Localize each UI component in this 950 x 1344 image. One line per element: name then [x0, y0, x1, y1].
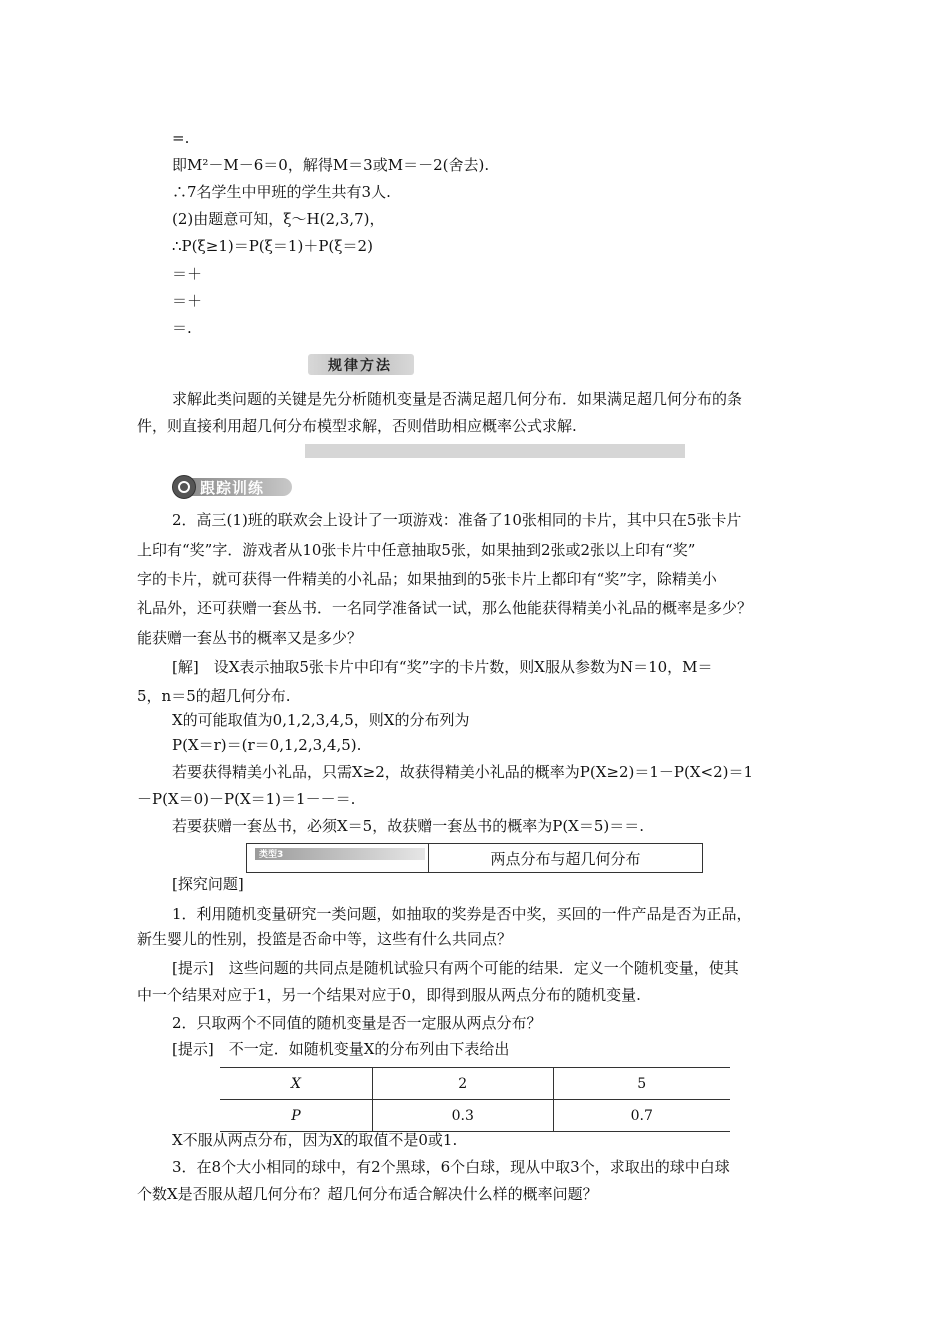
solution-text: [解] 设X表示抽取5张卡片中印有“奖”字的卡片数，则X服从参数为N＝10，M＝ [172, 658, 713, 676]
explore-text: X不服从两点分布，因为X的取值不是0或1. [172, 1131, 458, 1149]
method-text: 件，则直接利用超几何分布模型求解，否则借助相应概率公式求解. [137, 417, 577, 435]
method-text: 求解此类问题的关键是先分析随机变量是否满足超几何分布．如果满足超几何分布的条 [172, 390, 743, 408]
type-title: 两点分布与超几何分布 [490, 850, 641, 868]
text-line: =. [172, 129, 190, 147]
solution-text: 若要获得精美小礼品，只需X≥2，故获得精美小礼品的概率为P(X≥2)＝1－P(X<2)＝1 [172, 763, 754, 781]
tracking-banner-label: 跟踪训练 [200, 479, 265, 497]
distribution-table [220, 1067, 730, 1132]
solution-text: X的可能取值为0,1,2,3,4,5，则X的分布列为 [172, 711, 470, 729]
type-header-box [246, 843, 703, 873]
explore-text: 个数X是否服从超几何分布？超几何分布适合解决什么样的概率问题？ [137, 1185, 598, 1203]
table-cell: 0.7 [553, 1100, 730, 1132]
type-tag [255, 848, 425, 860]
problem-text: 2．高三(1)班的联欢会上设计了一项游戏：准备了10张相同的卡片，其中只在5张卡片 [172, 511, 742, 529]
text-line: ∴P(ξ≥1)＝P(ξ＝1)＋P(ξ＝2) [172, 237, 373, 255]
table-cell: 0.3 [373, 1100, 554, 1132]
table-cell: 2 [373, 1068, 554, 1100]
problem-text: 字的卡片，就可获得一件精美的小礼品；如果抽到的5张卡片上都印有“奖”字，除精美小 [137, 570, 717, 588]
tracking-banner-bar [186, 478, 292, 496]
type-tag-label: 类型3 [259, 850, 284, 860]
explore-text: [提示] 不一定．如随机变量X的分布列由下表给出 [172, 1040, 510, 1058]
table-row [220, 1068, 730, 1100]
solution-text: －P(X＝0)－P(X＝1)＝1－－＝. [137, 790, 356, 808]
problem-text: 礼品外，还可获赠一套丛书．一名同学准备试一试，那么他能获得精美小礼品的概率是多少？ [137, 599, 753, 617]
explore-text: [提示] 这些问题的共同点是随机试验只有两个可能的结果．定义一个随机变量，使其 [172, 959, 739, 977]
section-divider [305, 444, 685, 458]
text-line: ＝＋ [172, 265, 203, 283]
text-line: ＝＋ [172, 292, 203, 310]
solution-text: 5，n＝5的超几何分布. [137, 687, 291, 705]
tracking-banner [172, 475, 292, 499]
problem-text: 上印有“奖”字．游戏者从10张卡片中任意抽取5张，如果抽到2张或2张以上印有“奖” [137, 541, 696, 559]
text-line: (2)由题意可知，ξ～H(2,3,7)， [172, 210, 385, 228]
explore-text: 1．利用随机变量研究一类问题，如抽取的奖券是否中奖，买回的一件产品是否为正品， [172, 905, 752, 923]
explore-text: 新生婴儿的性别，投篮是否命中等，这些有什么共同点？ [137, 930, 513, 948]
explore-text: 2．只取两个不同值的随机变量是否一定服从两点分布？ [172, 1014, 542, 1032]
table-cell: X [220, 1068, 373, 1100]
problem-text: 能获赠一套丛书的概率又是多少？ [137, 629, 363, 647]
text-line: ∴7名学生中甲班的学生共有3人. [172, 183, 391, 201]
method-banner [308, 354, 414, 375]
table-cell: 5 [553, 1068, 730, 1100]
explore-text: 3．在8个大小相同的球中，有2个黑球，6个白球，现从中取3个，求取出的球中白球 [172, 1158, 730, 1176]
table-row [220, 1100, 730, 1132]
table-cell: P [220, 1100, 373, 1132]
method-banner-label: 规律方法 [328, 358, 392, 374]
target-icon [172, 475, 196, 499]
text-line: ＝. [172, 319, 192, 337]
solution-text: P(X＝r)＝(r＝0,1,2,3,4,5). [172, 736, 362, 754]
explore-header: [探究问题] [172, 875, 244, 893]
solution-text: 若要获赠一套丛书，必须X＝5，故获赠一套丛书的概率为P(X＝5)＝＝. [172, 817, 645, 835]
text-line: 即M²－M－6＝0，解得M＝3或M＝－2(舍去). [172, 156, 490, 174]
explore-text: 中一个结果对应于1，另一个结果对应于0，即得到服从两点分布的随机变量. [137, 986, 641, 1004]
